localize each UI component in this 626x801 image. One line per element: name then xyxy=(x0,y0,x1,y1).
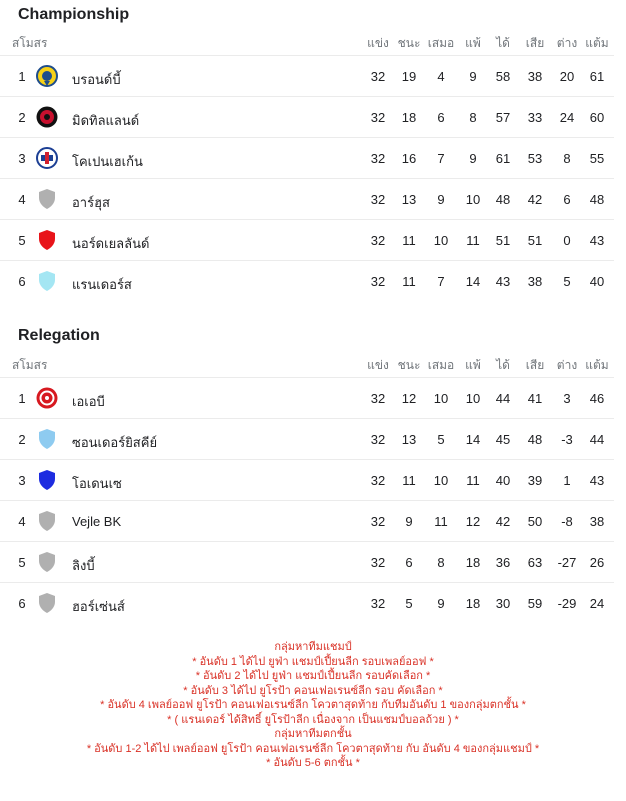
header-lost[interactable]: แพ้ xyxy=(465,358,481,372)
gray-shield-icon xyxy=(36,188,58,210)
stat-gf: 40 xyxy=(495,473,511,488)
stat-gf: 30 xyxy=(495,596,511,611)
stat-played: 32 xyxy=(370,596,386,611)
stat-gd: -27 xyxy=(557,555,577,570)
stat-pts: 43 xyxy=(589,473,605,488)
stat-pts: 55 xyxy=(589,151,605,166)
stat-gf: 36 xyxy=(495,555,511,570)
stat-drawn: 10 xyxy=(433,473,449,488)
stat-played: 32 xyxy=(370,233,386,248)
stat-gf: 57 xyxy=(495,110,511,125)
stat-played: 32 xyxy=(370,274,386,289)
notes-block xyxy=(0,640,626,771)
stat-gf: 61 xyxy=(495,151,511,166)
stat-drawn: 10 xyxy=(433,391,449,406)
stat-gd: -8 xyxy=(561,514,573,529)
position: 3 xyxy=(18,151,26,166)
stat-gf: 44 xyxy=(495,391,511,406)
stat-gf: 58 xyxy=(495,69,511,84)
team-name[interactable]: มิดทิลแลนด์ xyxy=(72,113,140,128)
header-won[interactable]: ชนะ xyxy=(397,358,421,372)
team-name[interactable]: ซอนเดอร์ยิสคีย์ xyxy=(72,435,158,450)
table-row[interactable] xyxy=(0,500,614,542)
stat-played: 32 xyxy=(370,110,386,125)
stat-drawn: 7 xyxy=(437,274,445,289)
stat-won: 18 xyxy=(401,110,417,125)
stat-drawn: 9 xyxy=(437,192,445,207)
table-row[interactable] xyxy=(0,418,614,460)
header-club: สโมสร xyxy=(12,358,48,372)
stat-lost: 12 xyxy=(465,514,481,529)
team-name[interactable]: แรนเดอร์ส xyxy=(72,277,132,292)
position: 2 xyxy=(18,432,26,447)
stat-won: 11 xyxy=(402,233,416,248)
stat-drawn: 7 xyxy=(437,151,445,166)
stat-lost: 11 xyxy=(466,233,480,248)
stat-lost: 14 xyxy=(465,274,481,289)
header-drawn[interactable]: เสมอ xyxy=(427,36,455,50)
stat-gd: -3 xyxy=(561,432,573,447)
stat-gd: 20 xyxy=(559,69,575,84)
stat-ga: 42 xyxy=(527,192,543,207)
position: 1 xyxy=(18,69,26,84)
header-ga[interactable]: เสีย xyxy=(525,36,545,50)
stat-won: 9 xyxy=(405,514,413,529)
team-name[interactable]: โอเดนเซ xyxy=(72,476,122,491)
table-row[interactable] xyxy=(0,55,614,97)
stat-ga: 41 xyxy=(527,391,543,406)
stat-gf: 48 xyxy=(495,192,511,207)
stat-ga: 39 xyxy=(527,473,543,488)
stat-won: 12 xyxy=(401,391,417,406)
table-row[interactable] xyxy=(0,541,614,583)
relegation-table-header xyxy=(0,352,614,374)
team-name[interactable]: เอเอบี xyxy=(72,394,105,409)
note-line: * อันดับ 1-2 ได้ไป เพลย์ออฟ ยูโรป้า คอนเฟอเรนซ์ลีก โควตาสุดท้าย กับ อันดับ 4 ของกลุ่มแชมป์ * xyxy=(86,742,540,755)
stat-pts: 46 xyxy=(589,391,605,406)
stat-ga: 59 xyxy=(527,596,543,611)
header-club: สโมสร xyxy=(12,36,48,50)
stat-won: 11 xyxy=(402,274,416,289)
position: 2 xyxy=(18,110,26,125)
stat-lost: 18 xyxy=(465,555,481,570)
header-pts[interactable]: แต้ม xyxy=(585,36,609,50)
stat-pts: 48 xyxy=(589,192,605,207)
stat-drawn: 10 xyxy=(433,233,449,248)
stat-pts: 44 xyxy=(589,432,605,447)
table-row[interactable] xyxy=(0,219,614,261)
stat-gd: 0 xyxy=(563,233,571,248)
stat-ga: 63 xyxy=(527,555,543,570)
header-played[interactable]: แข่ง xyxy=(367,358,389,372)
stat-drawn: 5 xyxy=(437,432,445,447)
note-line: * อันดับ 3 ได้ไป ยูโรป้า คอนเฟอเรนซ์ลีก รอบ คัดเลือก * xyxy=(183,684,443,697)
stat-gd: 6 xyxy=(563,192,571,207)
note-line: * อันดับ 4 เพลย์ออฟ ยูโรป้า คอนเฟอเรนซ์ลีก โควตาสุดท้าย กับทีมอันดับ 1 ของกลุ่มตกชั้น * xyxy=(100,699,526,711)
stat-pts: 24 xyxy=(589,596,605,611)
position: 6 xyxy=(18,274,26,289)
relegation-title: Relegation xyxy=(18,327,100,344)
blue-shield-icon xyxy=(36,469,58,491)
position: 1 xyxy=(18,391,26,406)
stat-won: 19 xyxy=(401,69,417,84)
gray-shield-icon xyxy=(36,510,58,532)
brondby-crest-icon xyxy=(36,65,58,87)
header-lost[interactable]: แพ้ xyxy=(465,36,481,50)
stat-gf: 45 xyxy=(495,432,511,447)
note-line: * ( แรนเดอร์ ได้สิทธิ์ ยูโรป้าลีก เนื่องจาก เป็นแชมป์บอลถ้วย ) * xyxy=(167,713,459,726)
stat-ga: 53 xyxy=(527,151,543,166)
copenhagen-crest-icon xyxy=(36,147,58,169)
aab-crest-icon xyxy=(36,387,58,409)
stat-gd: 24 xyxy=(559,110,575,125)
stat-lost: 10 xyxy=(465,192,481,207)
light-blue-shield-icon xyxy=(36,270,58,292)
position: 6 xyxy=(18,596,26,611)
stat-played: 32 xyxy=(370,473,386,488)
stat-lost: 9 xyxy=(469,69,477,84)
stat-gd: 1 xyxy=(563,473,571,488)
position: 5 xyxy=(18,233,26,248)
red-shield-icon xyxy=(36,229,58,251)
stat-lost: 10 xyxy=(465,391,481,406)
stat-pts: 26 xyxy=(589,555,605,570)
table-row[interactable] xyxy=(0,459,614,501)
position: 4 xyxy=(18,514,26,529)
stat-drawn: 4 xyxy=(437,69,445,84)
stat-lost: 11 xyxy=(466,473,480,488)
position: 5 xyxy=(18,555,26,570)
stat-drawn: 6 xyxy=(437,110,445,125)
header-gf[interactable]: ได้ xyxy=(496,36,510,50)
header-won[interactable]: ชนะ xyxy=(397,36,421,50)
table-row[interactable] xyxy=(0,582,614,624)
stat-played: 32 xyxy=(370,391,386,406)
stat-ga: 33 xyxy=(527,110,543,125)
position: 3 xyxy=(18,473,26,488)
stat-ga: 38 xyxy=(527,274,543,289)
stat-played: 32 xyxy=(370,69,386,84)
header-gf[interactable]: ได้ xyxy=(496,358,510,372)
stat-pts: 61 xyxy=(589,69,605,84)
stat-pts: 40 xyxy=(589,274,605,289)
header-gd[interactable]: ต่าง xyxy=(556,358,578,372)
stat-pts: 38 xyxy=(589,514,605,529)
stat-gd: 5 xyxy=(563,274,571,289)
stat-drawn: 8 xyxy=(437,555,445,570)
stat-played: 32 xyxy=(370,432,386,447)
stat-lost: 18 xyxy=(465,596,481,611)
stat-played: 32 xyxy=(370,514,386,529)
stat-ga: 51 xyxy=(527,233,543,248)
championship-title: Championship xyxy=(18,6,130,23)
stat-ga: 48 xyxy=(527,432,543,447)
table-row[interactable] xyxy=(0,96,614,138)
stat-played: 32 xyxy=(370,555,386,570)
header-drawn[interactable]: เสมอ xyxy=(427,358,455,372)
team-name[interactable]: อาร์ฮุส xyxy=(72,195,110,210)
team-name[interactable]: นอร์ดเยลลันด์ xyxy=(72,236,150,251)
stat-won: 16 xyxy=(401,151,417,166)
stat-ga: 38 xyxy=(527,69,543,84)
team-name[interactable]: Vejle BK xyxy=(72,514,122,529)
stat-pts: 60 xyxy=(589,110,605,125)
note-line: * อันดับ 5-6 ตกชั้น * xyxy=(266,757,360,769)
stat-played: 32 xyxy=(370,151,386,166)
stat-gd: 8 xyxy=(563,151,571,166)
team-name[interactable]: โคเปนเฮเก้น xyxy=(72,154,143,169)
gray-shield-icon xyxy=(36,551,58,573)
team-name[interactable]: ฮอร์เซ่นส์ xyxy=(72,599,125,614)
table-row[interactable] xyxy=(0,260,614,302)
note-line: * อันดับ 1 ได้ไป ยูฟ่า แชมป์เปี้ยนลีก รอบเพลย์ออฟ * xyxy=(192,655,434,668)
note-line: กลุ่มหาทีมแชมป์ xyxy=(274,641,352,653)
championship-table-header xyxy=(0,30,614,52)
stat-lost: 8 xyxy=(469,110,477,125)
table-row[interactable] xyxy=(0,137,614,179)
team-name[interactable]: ลิงบี้ xyxy=(72,558,95,573)
table-row[interactable] xyxy=(0,377,614,419)
stat-ga: 50 xyxy=(527,514,543,529)
stat-lost: 9 xyxy=(469,151,477,166)
note-line: กลุ่มหาทีมตกชั้น xyxy=(274,728,352,740)
position: 4 xyxy=(18,192,26,207)
header-played[interactable]: แข่ง xyxy=(367,36,389,50)
note-line: * อันดับ 2 ได้ไป ยูฟ่า แชมป์เปี้ยนลีก รอบคัดเลือก * xyxy=(195,670,431,682)
stat-won: 6 xyxy=(405,555,413,570)
header-gd[interactable]: ต่าง xyxy=(556,36,578,50)
stat-won: 13 xyxy=(401,192,417,207)
stat-drawn: 9 xyxy=(437,596,445,611)
sky-blue-shield-icon xyxy=(36,428,58,450)
stat-drawn: 11 xyxy=(434,514,448,529)
stat-won: 11 xyxy=(402,473,416,488)
stat-lost: 14 xyxy=(465,432,481,447)
header-ga[interactable]: เสีย xyxy=(525,358,545,372)
stat-gd: -29 xyxy=(557,596,577,611)
stat-pts: 43 xyxy=(589,233,605,248)
stat-gf: 51 xyxy=(495,233,511,248)
team-name[interactable]: บรอนด์บี้ xyxy=(72,72,121,87)
stat-won: 13 xyxy=(401,432,417,447)
stat-played: 32 xyxy=(370,192,386,207)
midtjylland-crest-icon xyxy=(36,106,58,128)
table-row[interactable] xyxy=(0,178,614,220)
stat-gf: 43 xyxy=(495,274,511,289)
gray-shield-icon xyxy=(36,592,58,614)
stat-gf: 42 xyxy=(495,514,511,529)
header-pts[interactable]: แต้ม xyxy=(585,358,609,372)
stat-won: 5 xyxy=(405,596,413,611)
stat-gd: 3 xyxy=(563,391,571,406)
